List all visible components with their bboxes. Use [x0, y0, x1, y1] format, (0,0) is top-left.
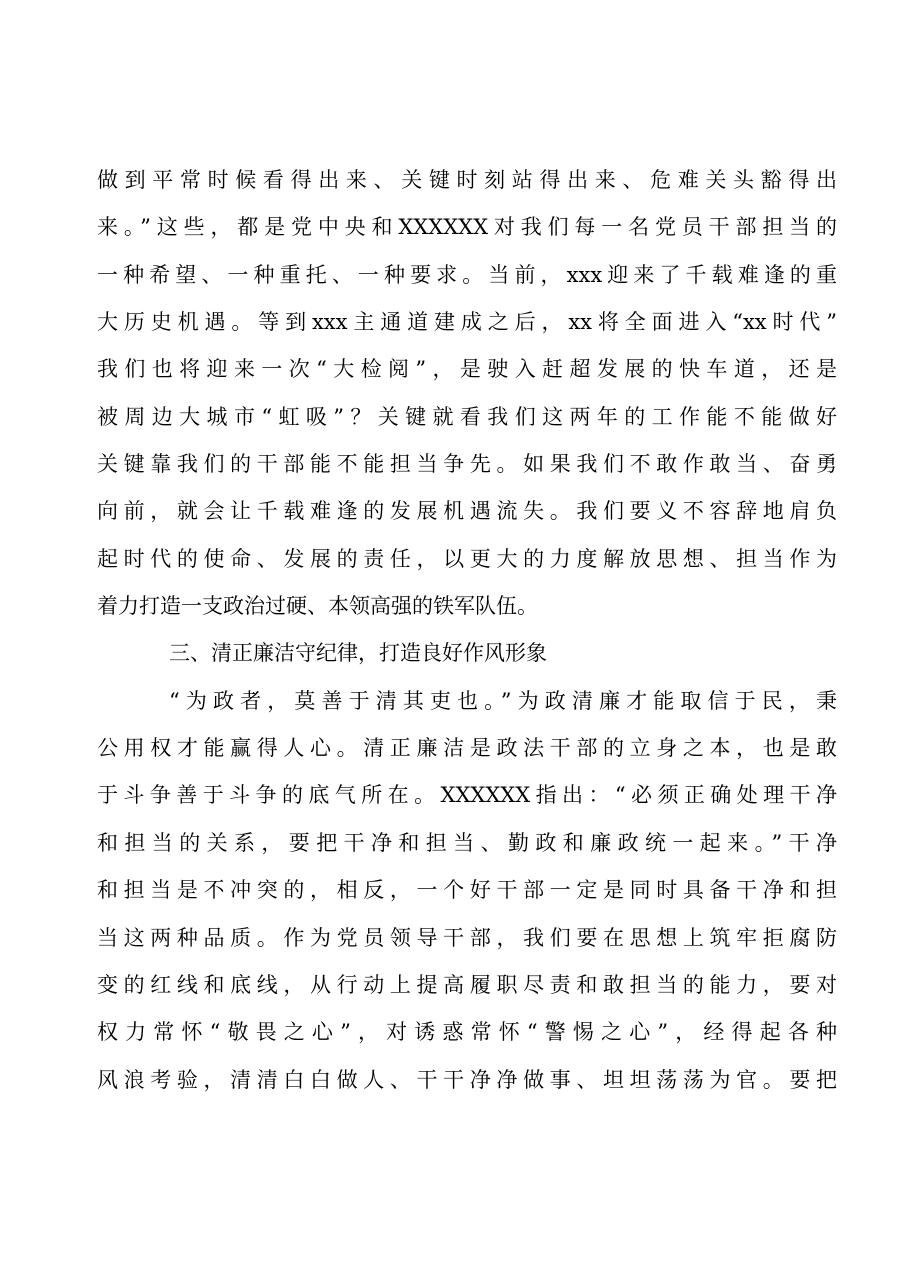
text-line: 向前，就会让千载难逢的发展机遇流失。我们要义不容辞地肩负 [97, 499, 837, 524]
section-heading: 三、清正廉洁守纪律，打造良好作风形象 [169, 641, 547, 666]
text-line: 当这两种品质。作为党员领导干部，我们要在思想上筑牢拒腐防 [97, 925, 837, 950]
text-line: 权力常怀“敬畏之心”，对诱惑常怀“警惕之心”，经得起各种 [97, 1020, 837, 1045]
text-line: 于斗争善于斗争的底气所在。XXXXXX指出：“必须正确处理干净 [97, 783, 837, 808]
text-line: 被周边大城市“虹吸”？关键就看我们这两年的工作能不能做好 [97, 404, 837, 429]
text-line: 和担当的关系，要把干净和担当、勤政和廉政统一起来。”干净 [97, 830, 837, 855]
text-line: 大历史机遇。等到xxx主通道建成之后，xx将全面进入“xx时代” [97, 310, 837, 335]
text-line: 变的红线和底线，从行动上提高履职尽责和敢担当的能力，要对 [97, 972, 837, 997]
text-line: 来。”这些，都是党中央和XXXXXX对我们每一名党员干部担当的 [97, 215, 837, 240]
text-line: 一种希望、一种重托、一种要求。当前，xxx迎来了千载难逢的重 [97, 262, 837, 287]
text-line: 关键靠我们的干部能不能担当争先。如果我们不敢作敢当、奋勇 [97, 452, 837, 477]
text-line: 公用权才能赢得人心。清正廉洁是政法干部的立身之本，也是敢 [97, 736, 837, 761]
text-line: 着力打造一支政治过硬、本领高强的铁军队伍。 [97, 594, 538, 619]
body-text [97, 166, 837, 1113]
text-line: 和担当是不冲突的，相反，一个好干部一定是同时具备干净和担 [97, 878, 837, 903]
text-line: 我们也将迎来一次“大检阅”，是驶入赶超发展的快车道，还是 [97, 357, 837, 382]
text-line: 风浪考验，清清白白做人、干干净净做事、坦坦荡荡为官。要把 [97, 1067, 837, 1092]
text-line: 做到平常时候看得出来、关键时刻站得出来、危难关头豁得出 [97, 168, 837, 192]
text-line: “为政者，莫善于清其吏也。”为政清廉才能取信于民，秉 [169, 688, 837, 713]
text-line: 起时代的使命、发展的责任，以更大的力度解放思想、担当作为 [97, 546, 837, 571]
